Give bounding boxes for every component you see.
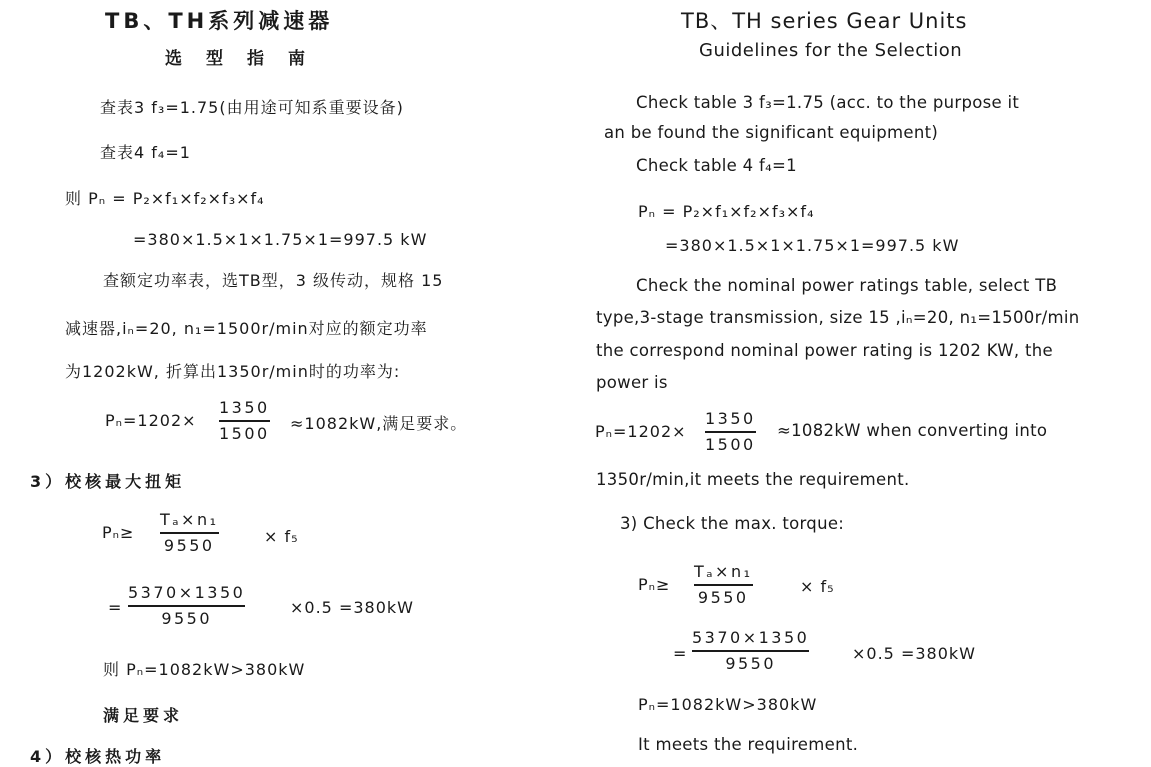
left-title: TB、TH系列减速器 bbox=[105, 9, 334, 33]
right-title: TB、TH series Gear Units bbox=[681, 9, 968, 33]
left-f2-fraction bbox=[160, 510, 219, 556]
right-heading-torque: 3) Check the max. torque: bbox=[620, 514, 845, 533]
right-line-table4: Check table 4 f₄=1 bbox=[636, 156, 797, 175]
left-formula-result: =380×1.5×1×1.75×1=997.5 kW bbox=[133, 230, 428, 249]
right-para-line5: 1350r/min,it meets the requirement. bbox=[596, 470, 910, 489]
right-formula-pn: Pₙ = P₂×f₁×f₂×f₃×f₄ bbox=[638, 202, 815, 221]
right-f1-denominator: 1500 bbox=[705, 434, 756, 454]
left-line-meets: 满足要求 bbox=[103, 706, 184, 725]
left-f2-factor: × f₅ bbox=[264, 527, 299, 546]
right-para-line2: type,3-stage transmission, size 15 ,iₙ=20, n₁=1500r/min bbox=[596, 308, 1080, 327]
right-f2-fraction bbox=[694, 562, 753, 608]
right-f1-prefix: Pₙ=1202× bbox=[595, 422, 687, 441]
left-f2-prefix: Pₙ≥ bbox=[102, 523, 135, 542]
right-f1-fraction bbox=[705, 409, 756, 455]
right-subtitle: Guidelines for the Selection bbox=[699, 40, 963, 61]
right-para-line4: power is bbox=[596, 373, 668, 392]
right-para-line3: the correspond nominal power rating is 1202 KW, the bbox=[596, 341, 1053, 360]
right-line-table3-cont: an be found the significant equipment) bbox=[604, 123, 939, 142]
right-f2-factor: × f₅ bbox=[800, 577, 835, 596]
left-para-line1: 查额定功率表，选TB型，3 级传动，规格 15 bbox=[103, 271, 444, 290]
fraction-bar bbox=[692, 650, 809, 652]
left-line-table3: 查表3 f₃=1.75(由用途可知系重要设备) bbox=[100, 98, 404, 117]
right-para-line1: Check the nominal power ratings table, select TB bbox=[636, 276, 1058, 295]
right-f3-prefix: = bbox=[673, 644, 688, 663]
right-line-table3: Check table 3 f₃=1.75 (acc. to the purpose it bbox=[636, 93, 1020, 112]
left-f1-numerator: 1350 bbox=[219, 398, 270, 417]
left-f1-denominator: 1500 bbox=[219, 423, 270, 443]
left-subtitle: 选型指南 bbox=[165, 49, 329, 69]
left-f1-prefix: Pₙ=1202× bbox=[105, 411, 197, 430]
right-line-compare: Pₙ=1082kW>380kW bbox=[638, 695, 818, 714]
right-formula-result: =380×1.5×1×1.75×1=997.5 kW bbox=[665, 236, 960, 255]
right-f3-numerator: 5370×1350 bbox=[692, 628, 810, 647]
left-f2-numerator: Tₐ×n₁ bbox=[160, 510, 219, 529]
fraction-bar bbox=[694, 584, 753, 586]
left-f1-fraction bbox=[219, 398, 270, 444]
left-f3-denominator: 9550 bbox=[161, 608, 213, 628]
right-f3-denominator: 9550 bbox=[725, 653, 777, 673]
left-f3-prefix: = bbox=[108, 598, 123, 617]
left-heading-torque: 3）校核最大扭矩 bbox=[30, 472, 186, 491]
right-f3-result: ×0.5 =380kW bbox=[852, 644, 976, 663]
right-f2-prefix: Pₙ≥ bbox=[638, 575, 671, 594]
left-line-table4: 查表4 f₄=1 bbox=[100, 143, 191, 162]
left-f3-result: ×0.5 =380kW bbox=[290, 598, 414, 617]
right-f2-denominator: 9550 bbox=[697, 587, 749, 607]
right-f2-numerator: Tₐ×n₁ bbox=[694, 562, 753, 581]
left-line-compare: 则 Pₙ=1082kW>380kW bbox=[103, 660, 306, 679]
left-heading-thermal: 4）校核热功率 bbox=[30, 747, 166, 766]
left-f3-numerator: 5370×1350 bbox=[128, 583, 246, 602]
left-f2-denominator: 9550 bbox=[163, 535, 215, 555]
fraction-bar bbox=[160, 532, 219, 534]
left-f3-fraction bbox=[128, 583, 245, 629]
left-f1-result: ≈1082kW,满足要求。 bbox=[290, 414, 468, 433]
left-para-line3: 为1202kW, 折算出1350r/min时的功率为: bbox=[65, 362, 401, 381]
left-formula-pn: 则 Pₙ = P₂×f₁×f₂×f₃×f₄ bbox=[65, 189, 265, 208]
fraction-bar bbox=[128, 605, 245, 607]
right-line-meets: It meets the requirement. bbox=[638, 735, 859, 754]
right-f1-numerator: 1350 bbox=[705, 409, 756, 428]
right-f3-fraction bbox=[692, 628, 809, 674]
fraction-bar bbox=[219, 420, 270, 422]
right-f1-result: ≈1082kW when converting into bbox=[777, 421, 1048, 440]
left-para-line2: 减速器,iₙ=20, n₁=1500r/min对应的额定功率 bbox=[65, 319, 428, 338]
fraction-bar bbox=[705, 431, 756, 433]
